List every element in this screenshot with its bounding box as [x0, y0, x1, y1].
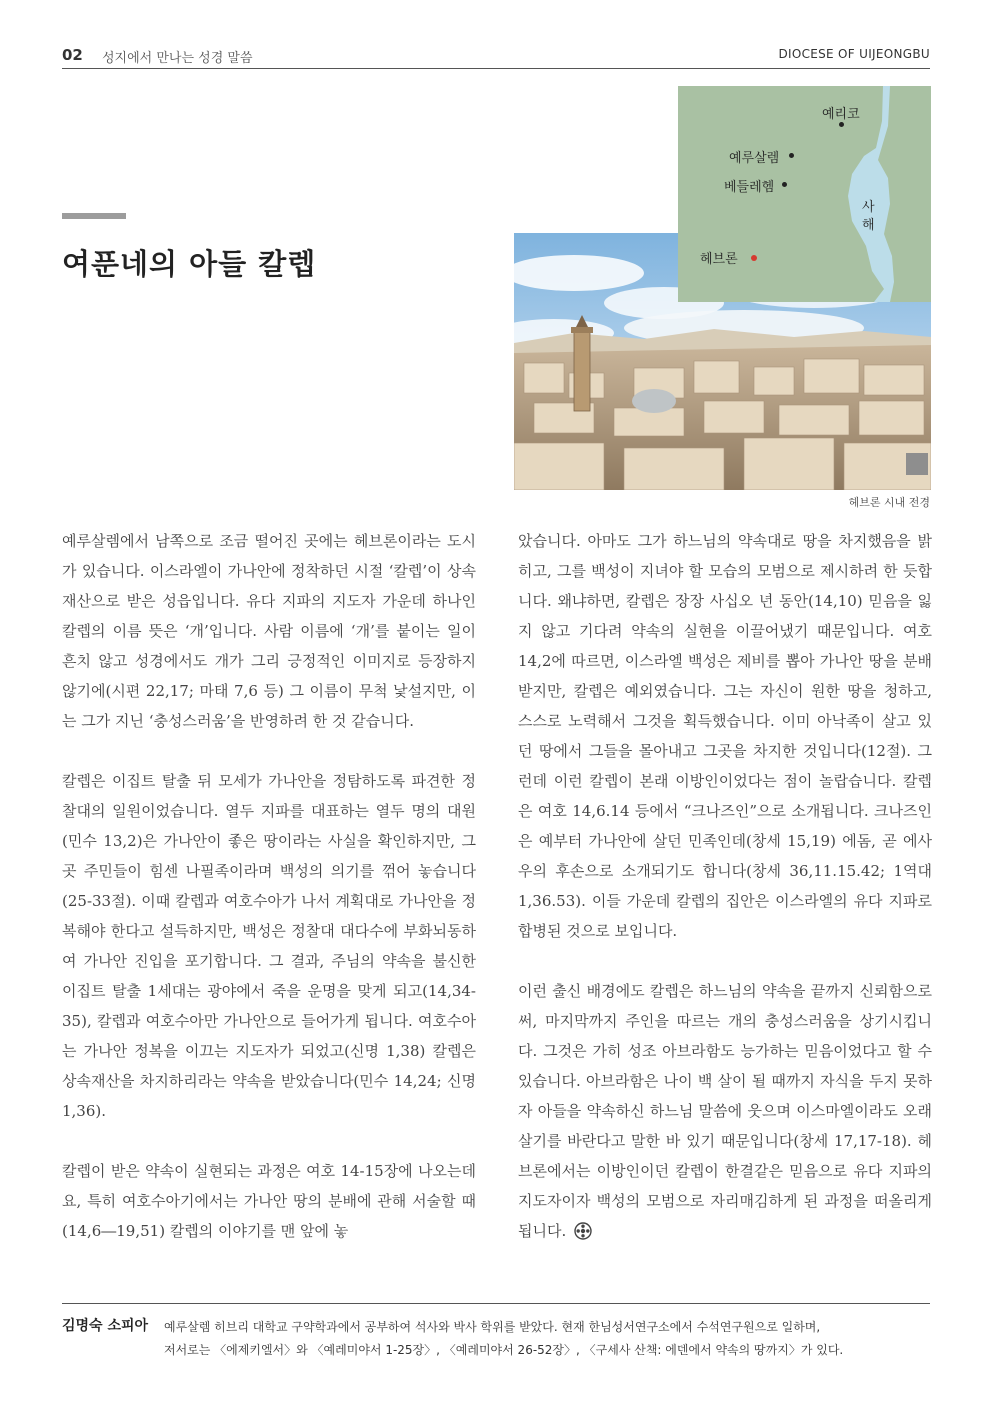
jericho-marker-icon — [839, 122, 844, 127]
footer-divider — [62, 1303, 930, 1304]
map-label-bethlehem: 베들레헴 — [724, 180, 775, 195]
paragraph-text: 이런 출신 배경에도 칼렙은 하느님의 약속을 끝까지 신뢰함으로써, 마지막까지 주인을 따르는 개의 충성스러움을 상기시킵니다. 그것은 가히 성조 아브라함도 능가하는 믿음이었다고 할 수 있습니다. 아브라함은 나이 백 살이 될 때까지 자식을 두지 못하자 아들을 약속하신 하느님 말씀에 웃으며 이스마엘이라도 오래 살기를 바란다고 말한 바 있기 때문입니다(창세 17,17-18). 헤브론에서는 이방인이던 칼렙이 한결같은 믿음으로 유다 지파의 지도자이자 백성의 모범으로 자리매김하게 된 과정을 떠올리게 됩니다. — [518, 982, 932, 1240]
article-title: 여푼네의 아들 칼렙 — [62, 247, 317, 281]
paragraph-final — [518, 976, 932, 1250]
page-number: 02 — [62, 46, 83, 64]
page-header — [62, 40, 930, 69]
author-bio — [164, 1316, 932, 1362]
map-label-dead-sea-2: 해 — [862, 218, 875, 233]
photo-caption: 헤브론 시내 전경 — [848, 496, 930, 509]
section-title: 성지에서 만나는 성경 말씀 — [102, 51, 253, 66]
body-column-left — [62, 526, 476, 1246]
bethlehem-marker-icon — [782, 182, 787, 187]
region-map — [678, 86, 931, 302]
author-bio-line: 저서로는 〈에제키엘서〉와 〈예레미야서 1-25장〉, 〈예레미야서 26-52장〉, 〈구세사 산책: 에덴에서 약속의 땅까지〉가 있다. — [164, 1343, 844, 1357]
body-column-right — [518, 526, 932, 1250]
paragraph: 칼렙은 이집트 탈출 뒤 모세가 가나안을 정탐하도록 파견한 정찰대의 일원이었습니다. 열두 지파를 대표하는 열두 명의 대원(민수 13,2)은 가나안이 좋은 땅이라는 사실을 확인하지만, 그곳 주민들이 힘센 나필족이라며 백성의 의기를 꺾어 놓습니다(25-33절). 이때 칼렙과 여호수아가 나서 계획대로 가나안을 정복해야 한다고 설득하지만, 백성은 정찰대 대다수에 부화뇌동하여 가나안 진입을 포기합니다. 그 결과, 주님의 약속을 불신한 이집트 탈출 1세대는 광야에서 죽을 운명을 맞게 되고(14,34-35), 칼렙과 여호수아만 가나안으로 들어가게 됩니다. 여호수아는 가나안 정복을 이끄는 지도자가 되었고(신명 1,38) 칼렙은 상속재산을 차지하리라는 약속을 받았습니다(민수 14,24; 신명 1,36). — [62, 772, 476, 1120]
diocese-name: DIOCESE OF UIJEONGBU — [778, 47, 930, 61]
map-label-hebron: 헤브론 — [700, 252, 738, 267]
paragraph: 예루살렘에서 남쪽으로 조금 떨어진 곳에는 헤브론이라는 도시가 있습니다. 이스라엘이 가나안에 정착하던 시절 ‘칼렙’이 상속재산으로 받은 성읍입니다. 유다 지파의 지도자 가운데 하나인 칼렙의 이름 뜻은 ‘개’입니다. 사람 이름에 ‘개’를 붙이는 일이 흔치 않고 성경에서도 개가 그리 긍정적인 이미지로 등장하지 않기에(시편 22,17; 마태 7,6 등) 그 이름이 무척 낯설지만, 이는 그가 지닌 ‘충성스러움’을 반영하려 한 것 같습니다. — [62, 532, 476, 730]
paragraph: 칼렙이 받은 약속이 실현되는 과정은 여호 14-15장에 나오는데요, 특히 여호수아기에서는 가나안 땅의 분배에 관해 서술할 때(14,6―19,51) 칼렙의 이야기를 맨 앞에 놓 — [62, 1162, 476, 1240]
end-ornament-icon — [574, 1220, 592, 1250]
map-label-jericho: 예리코 — [822, 107, 860, 122]
map-label-jerusalem: 예루살렘 — [729, 151, 780, 166]
hebron-marker-icon — [751, 255, 757, 261]
paragraph: 았습니다. 아마도 그가 하느님의 약속대로 땅을 차지했음을 밝히고, 그를 백성이 지녀야 할 모습의 모범으로 제시하려 한 듯합니다. 왜냐하면, 칼렙은 장장 사십오 년 동안(14,10) 믿음을 잃지 않고 기다려 약속의 실현을 이끌어냈기 때문입니다. 여호 14,2에 따르면, 이스라엘 백성은 제비를 뽑아 가나안 땅을 분배받지만, 칼렙은 예외였습니다. 그는 자신이 원한 땅을 청하고, 스스로 노력해서 그것을 획득했습니다. 이미 아낙족이 살고 있던 땅에서 그들을 몰아내고 그곳을 차지한 것입니다(12절). 그런데 이런 칼렙이 본래 이방인이었다는 점이 놀랍습니다. 칼렙은 여호 14,6.14 등에서 “크나즈인”으로 소개됩니다. 크나즈인은 예부터 가나안에 살던 민족인데(창세 15,19) 에돔, 곧 에사우의 후손으로 소개되기도 합니다(창세 36,11.15.42; 1역대 1,36.53). 이들 가운데 칼렙의 집안은 이스라엘의 유다 지파로 합병된 것으로 보입니다. — [518, 532, 932, 940]
author-bio-line: 예루살렘 히브리 대학교 구약학과에서 공부하여 석사와 박사 학위를 받았다. 현재 한님성서연구소에서 수석연구원으로 일하며, — [164, 1320, 821, 1334]
author-name: 김명숙 소피아 — [62, 1318, 149, 1334]
title-accent-bar — [62, 213, 126, 219]
map-label-dead-sea-1: 사 — [862, 200, 875, 215]
jerusalem-marker-icon — [789, 153, 794, 158]
